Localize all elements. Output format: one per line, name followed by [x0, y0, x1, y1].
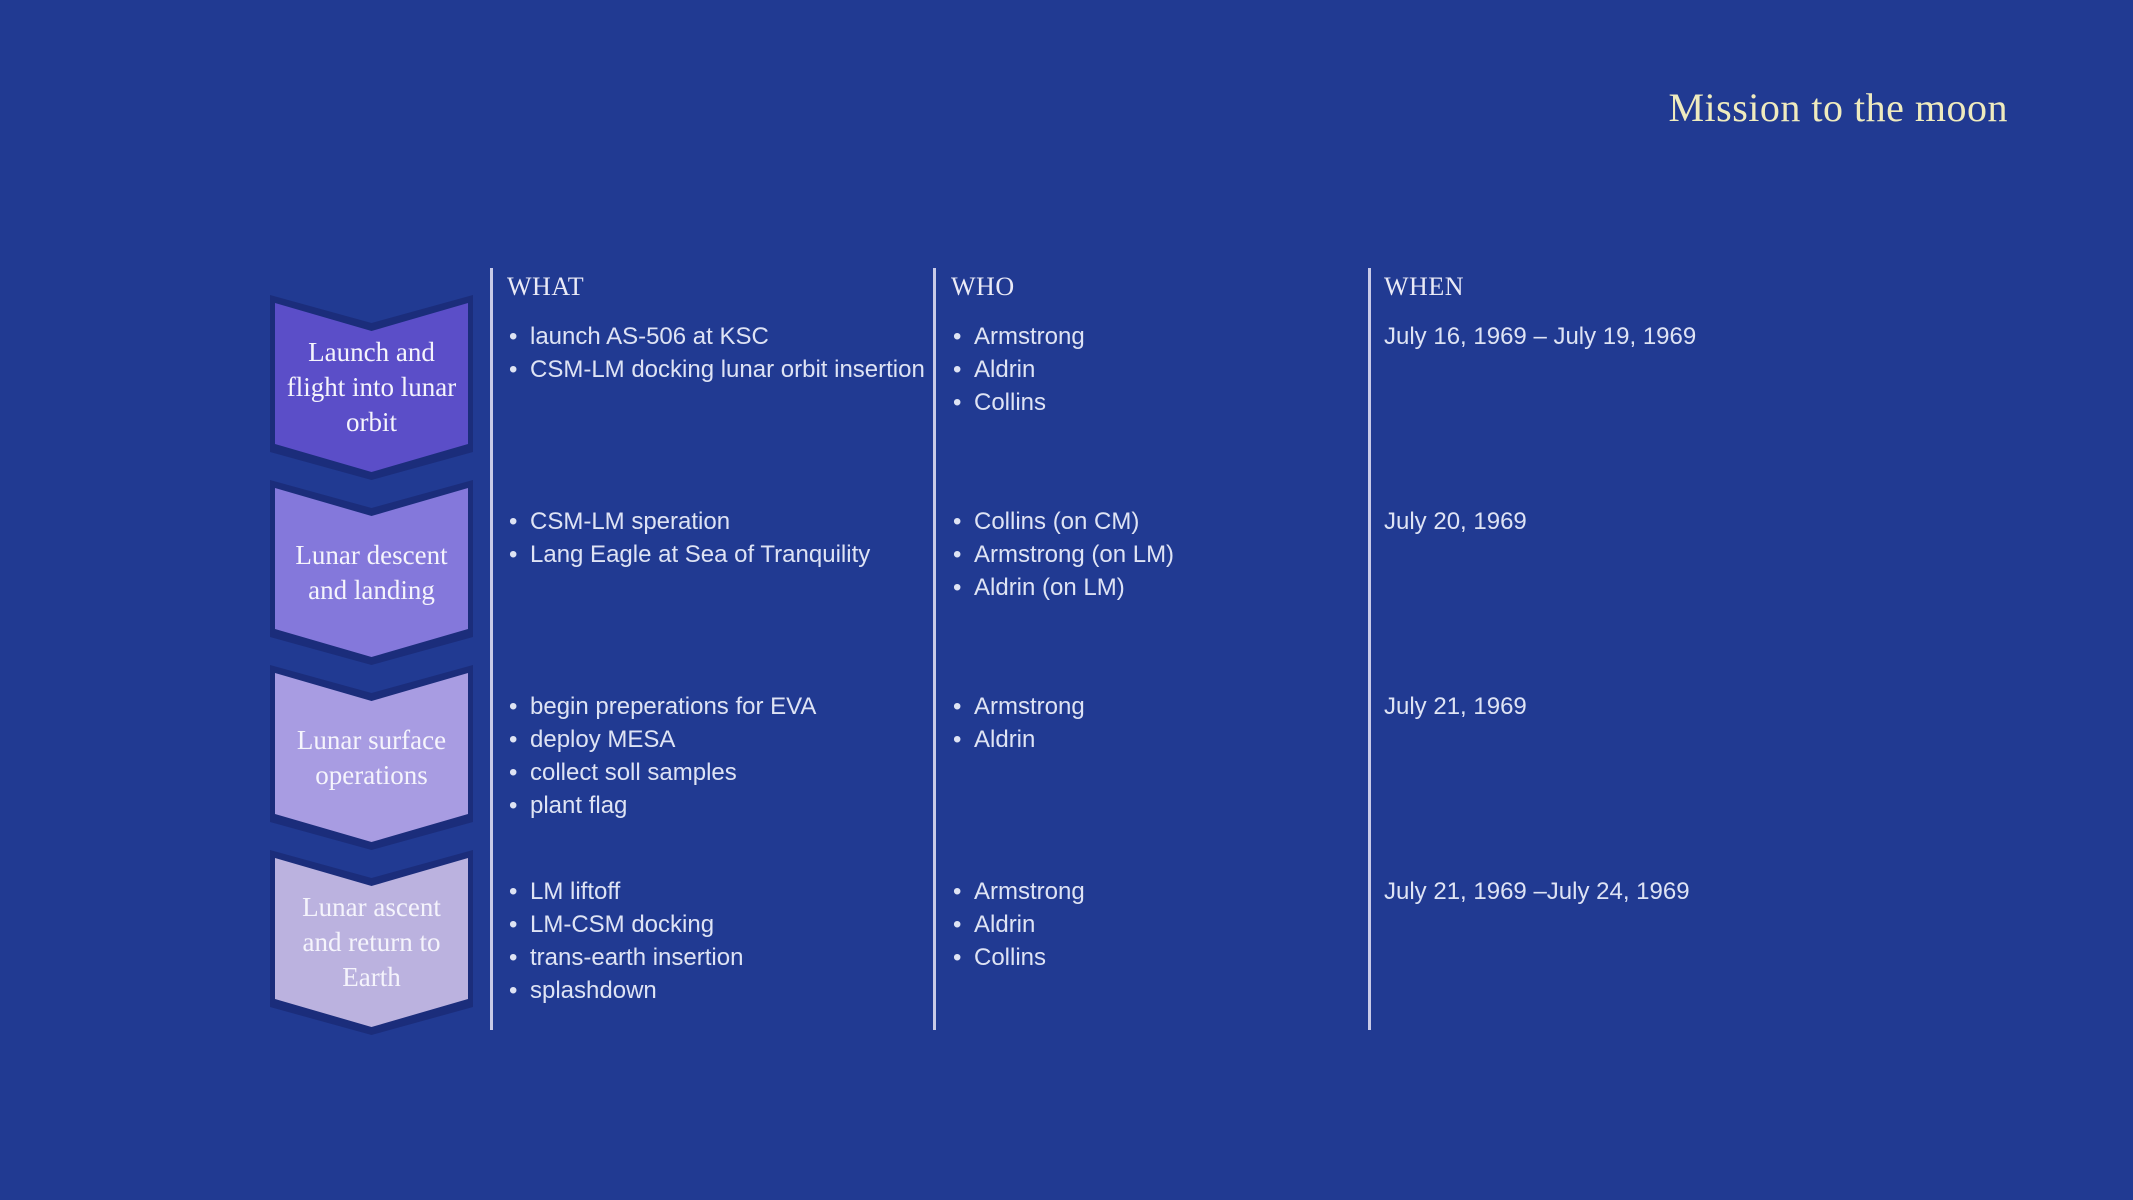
bullet-item [951, 908, 1366, 941]
bullet-item [507, 723, 933, 756]
bullet-text: trans-earth insertion [530, 944, 744, 971]
stage-cell [270, 686, 491, 871]
bullet-item [507, 908, 933, 941]
stage-label: Lunar ascent and return to Earth [302, 892, 441, 992]
bullet-item [951, 571, 1366, 604]
column-header-who: WHO [951, 272, 1015, 301]
bullet-dot: • [509, 792, 518, 819]
when-cell [1368, 501, 2000, 686]
bullet-item [507, 353, 933, 386]
bullet-text: deploy MESA [530, 726, 676, 753]
stage-label: Lunar descent and landing [295, 539, 448, 605]
who-cell [935, 316, 1368, 501]
bullet-item [507, 320, 933, 353]
bullet-item [951, 941, 1366, 974]
stage-cell [270, 316, 491, 501]
stage-label: Lunar surface operations [296, 724, 447, 790]
stage-label: Launch and flight into lunar orbit [286, 337, 457, 437]
bullet-text: Armstrong [974, 693, 1085, 720]
stage-cell [270, 501, 491, 686]
bullet-dot: • [509, 323, 518, 350]
bullet-dot: • [509, 911, 518, 938]
bullet-item [951, 320, 1366, 353]
bullet-text: launch AS-506 at KSC [530, 323, 769, 350]
bullet-dot: • [953, 508, 962, 535]
bullet-item [951, 505, 1366, 538]
bullet-text: CSM-LM speration [530, 508, 731, 535]
what-cell [491, 501, 935, 686]
bullet-text: Armstrong [974, 323, 1085, 350]
mission-table [270, 270, 2000, 1056]
bullet-dot: • [953, 389, 962, 416]
bullet-text: LM liftoff [530, 878, 621, 905]
bullet-dot: • [953, 878, 962, 905]
bullet-item [507, 974, 933, 1007]
bullet-dot: • [509, 944, 518, 971]
bullet-item [951, 353, 1366, 386]
bullet-text: Aldrin [974, 911, 1036, 938]
bullet-dot: • [953, 541, 962, 568]
bullet-text: plant flag [530, 792, 628, 819]
bullet-item [951, 690, 1366, 723]
bullet-dot: • [953, 574, 962, 601]
bullet-text: splashdown [530, 977, 657, 1004]
stage-cell [270, 871, 491, 1056]
bullet-text: begin preperations for EVA [530, 693, 817, 720]
bullet-dot: • [509, 356, 518, 383]
bullet-dot: • [953, 911, 962, 938]
bullet-dot: • [953, 944, 962, 971]
stage-chevron [270, 850, 473, 1035]
what-cell [491, 686, 935, 871]
bullet-dot: • [509, 693, 518, 720]
date-range: July 21, 1969 [1384, 693, 1527, 720]
bullet-text: Armstrong (on LM) [974, 541, 1175, 568]
who-cell [935, 686, 1368, 871]
bullet-text: LM-CSM docking [530, 911, 715, 938]
bullet-dot: • [509, 878, 518, 905]
bullet-item [951, 538, 1366, 571]
column-header-when: WHEN [1384, 272, 1464, 301]
bullet-text: Aldrin (on LM) [974, 574, 1125, 601]
bullet-text: Collins [974, 944, 1047, 971]
bullet-item [507, 538, 933, 571]
what-cell [491, 871, 935, 1056]
date-range: July 21, 1969 –July 24, 1969 [1384, 878, 1690, 905]
bullet-dot: • [509, 977, 518, 1004]
bullet-item [507, 756, 933, 789]
bullet-dot: • [509, 759, 518, 786]
bullet-text: Aldrin [974, 726, 1036, 753]
bullet-dot: • [953, 726, 962, 753]
bullet-dot: • [953, 356, 962, 383]
bullet-dot: • [509, 541, 518, 568]
stage-chevron [270, 665, 473, 850]
bullet-text: CSM-LM docking lunar orbit insertion [530, 356, 925, 383]
bullet-item [507, 505, 933, 538]
bullet-text: Lang Eagle at Sea of Tranquility [530, 541, 871, 568]
bullet-text: Aldrin [974, 356, 1036, 383]
bullet-item [507, 690, 933, 723]
bullet-text: Collins (on CM) [974, 508, 1140, 535]
bullet-dot: • [509, 508, 518, 535]
slide-title: Mission to the moon [1668, 85, 2008, 130]
stage-chevron [270, 295, 473, 480]
when-cell [1368, 686, 2000, 871]
bullet-item [507, 789, 933, 822]
when-cell [1368, 871, 2000, 1056]
who-cell [935, 501, 1368, 686]
date-range: July 20, 1969 [1384, 508, 1527, 535]
bullet-text: collect soll samples [530, 759, 737, 786]
column-header-what: WHAT [507, 272, 585, 301]
bullet-dot: • [953, 323, 962, 350]
what-cell [491, 316, 935, 501]
bullet-dot: • [953, 693, 962, 720]
when-cell [1368, 316, 2000, 501]
bullet-text: Armstrong [974, 878, 1085, 905]
who-cell [935, 871, 1368, 1056]
bullet-item [951, 386, 1366, 419]
bullet-text: Collins [974, 389, 1047, 416]
bullet-item [507, 941, 933, 974]
date-range: July 16, 1969 – July 19, 1969 [1384, 323, 1697, 350]
bullet-item [507, 875, 933, 908]
bullet-item [951, 723, 1366, 756]
bullet-item [951, 875, 1366, 908]
bullet-dot: • [509, 726, 518, 753]
stage-chevron [270, 480, 473, 665]
